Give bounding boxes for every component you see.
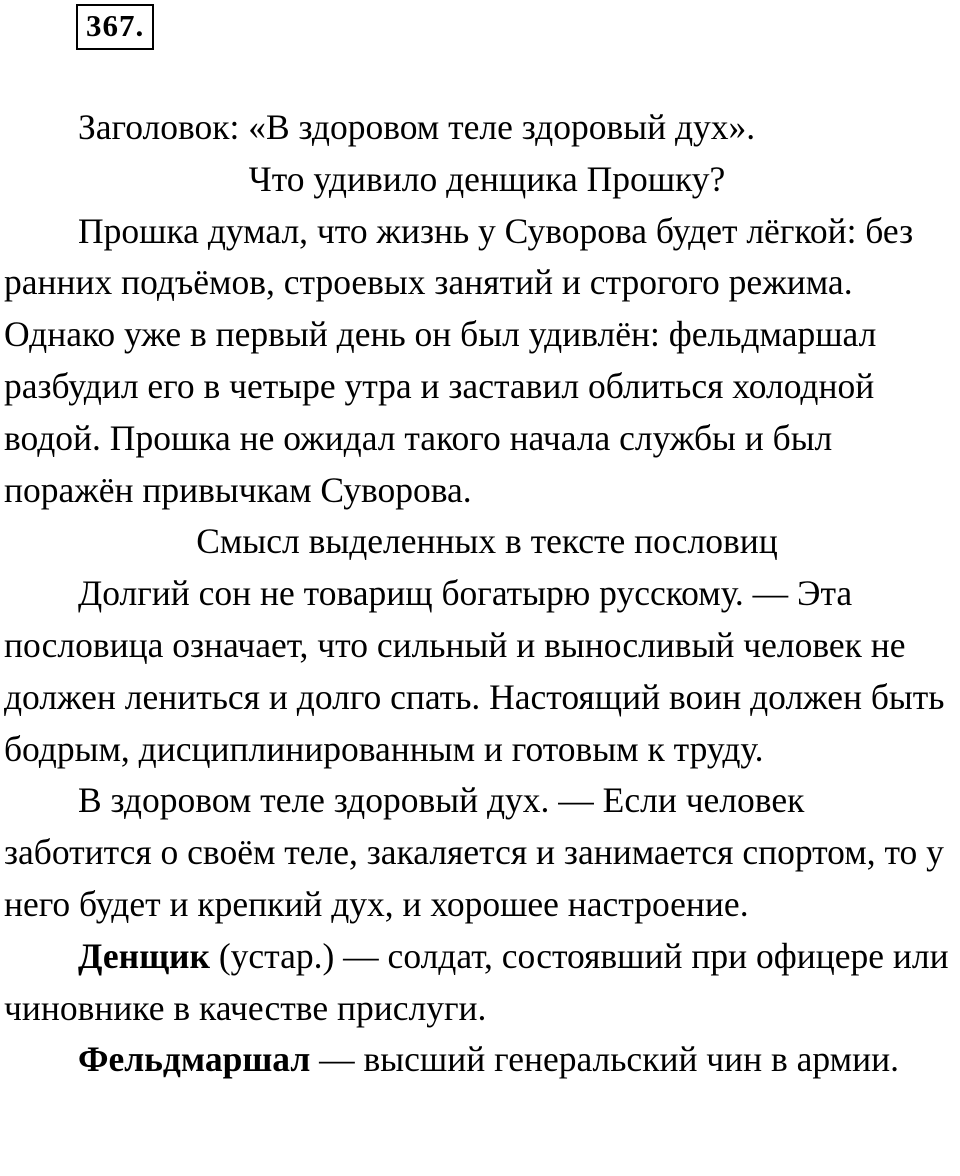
glossary-entry-feldmarshal <box>4 1034 958 1086</box>
glossary-term: Фельдмаршал <box>78 1039 311 1080</box>
answer-paragraph: Прошка думал, что жизнь у Суворова будет лёгкой: без ранних подъёмов, строевых занятий и строгого режима. Однако уже в первый день он был удивлён: фельдмаршал разбудил его в четыре утра и заставил облиться холодной водой. Прошка не ожидал такого начала службы и был поражён привычкам Суворова. <box>4 210 914 510</box>
exercise-number: 367. <box>76 4 154 50</box>
proverb-paragraph-1: Долгий сон не товарищ богатырю русскому. — Эта пословица означает, что сильный и выносливый человек не должен лениться и долго спать. Настоящий воин должен быть бодрым, дисциплинированным и готовым к труду. <box>4 573 945 769</box>
title-line: Заголовок: «В здоровом теле здоровый дух». <box>78 107 756 147</box>
glossary-entry-denshchik <box>4 931 958 1035</box>
question-line: Что удивило денщика Прошку? <box>248 158 726 199</box>
proverb-paragraph-2: В здоровом теле здоровый дух. — Если человек заботится о своём теле, закаляется и занимается спортом, то у него будет и крепкий дух, и хорошее настроение. <box>4 780 944 924</box>
glossary-definition: — высший генеральский чин в армии. <box>310 1039 899 1080</box>
glossary-term: Денщик <box>78 935 210 976</box>
proverbs-heading: Смысл выделенных в тексте пословиц <box>196 521 778 562</box>
glossary-definition: (устар.) — солдат, состоявший при офицере или чиновнике в качестве прислуги. <box>4 935 949 1028</box>
answer-text <box>4 102 958 1086</box>
